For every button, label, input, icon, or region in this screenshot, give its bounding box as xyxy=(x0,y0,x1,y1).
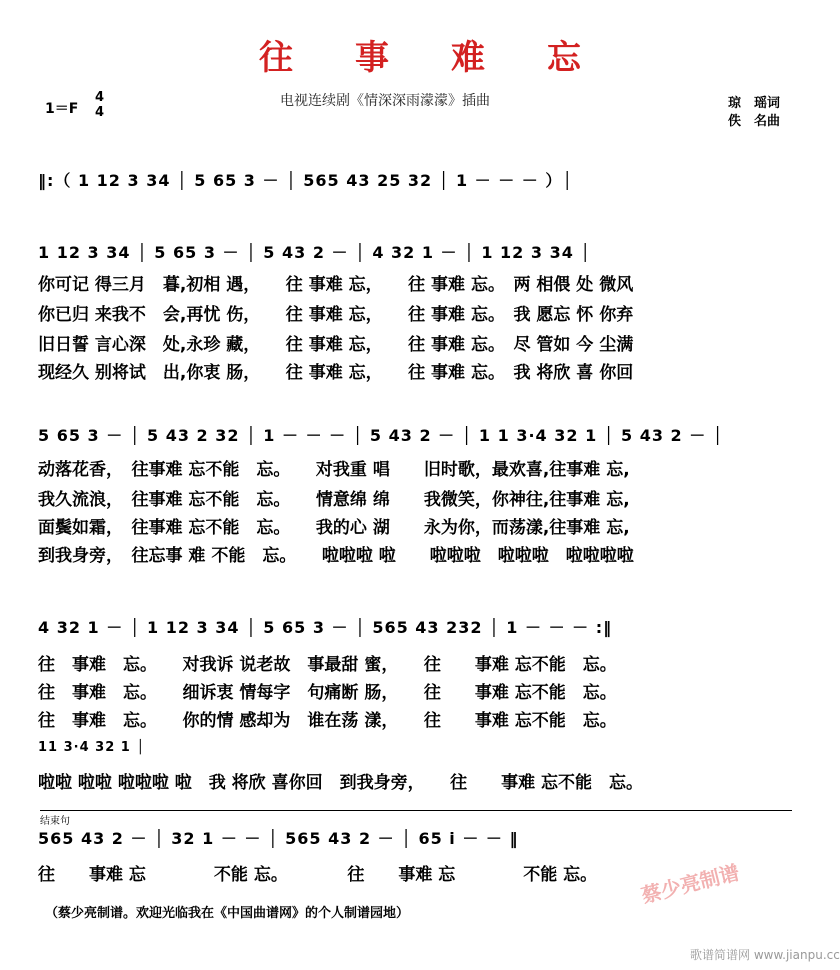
watermark: 蔡少亮制谱 xyxy=(638,860,742,908)
time-sig-bottom: 4 xyxy=(95,105,105,120)
page-title: 往事难忘 xyxy=(259,38,643,78)
line3-lyrics-2: 我久流浪， 往事难 忘不能 忘。 情意绵 绵 我微笑，你神往,往事难 忘, xyxy=(38,490,630,510)
line2-notes: 1 12 3 34 │ 5 65 3 － │ 5 43 2 － │ 4 32 1 － │ 1 12 3 34 │ xyxy=(38,243,592,262)
composer: 佚 名曲 xyxy=(728,114,781,129)
ending-bracket xyxy=(40,810,792,811)
intro-notes: ‖:（ 1 12 3 34 │ 5 65 3 － │ 565 43 25 32 │ 1 － － － ）│ xyxy=(38,171,573,190)
line2-lyrics-4: 现经久 别将试 出,你衷 肠， 往 事难 忘， 往 事难 忘。 我 将欣 喜 你回 xyxy=(38,363,634,383)
lyricist: 琼 瑶词 xyxy=(728,96,781,111)
line2-lyrics-3: 旧日誓 言心深 处,永珍 藏， 往 事难 忘， 往 事难 忘。 尽 管如 今 尘满 xyxy=(38,335,634,355)
line6-notes: 565 43 2 － │ 32 1 － － │ 565 43 2 － │ 65 i － － ‖ xyxy=(38,829,519,848)
subtitle: 电视连续剧《情深深雨濛濛》插曲 xyxy=(280,93,490,109)
line4-lyrics-3: 往 事难 忘。 你的情 感却为 谁在荡 漾， 往 事难 忘不能 忘。 xyxy=(38,711,617,731)
line3-notes: 5 65 3 － │ 5 43 2 32 │ 1 － － － │ 5 43 2 － │ 1 1 3·4 32 1 │ 5 43 2 － │ xyxy=(38,426,724,445)
key-signature: 1＝F xyxy=(45,101,79,117)
line4-notes: 4 32 1 － │ 1 12 3 34 │ 5 65 3 － │ 565 43 232 │ 1 － － － :‖ xyxy=(38,618,613,637)
line3-lyrics-1: 动落花香， 往事难 忘不能 忘。 对我重 唱 旧时歌，最欢喜,往事难 忘, xyxy=(38,460,630,480)
time-sig-top: 4 xyxy=(95,90,105,105)
line5-lyrics: 啦啦 啦啦 啦啦啦 啦 我 将欣 喜你回 到我身旁， 往 事难 忘不能 忘。 xyxy=(38,773,644,793)
line4-lyrics-2: 往 事难 忘。 细诉衷 情每字 句痛断 肠， 往 事难 忘不能 忘。 xyxy=(38,683,617,703)
line5-notes: 11 3·4 32 1 │ xyxy=(38,740,146,755)
line3-lyrics-4: 到我身旁， 往忘事 难 不能 忘。 啦啦啦 啦 啦啦啦 啦啦啦 啦啦啦啦 xyxy=(38,546,634,566)
site-watermark: 歌谱简谱网 www.jianpu.cc xyxy=(690,948,840,962)
line2-lyrics-1: 你可记 得三月 暮,初相 遇， 往 事难 忘， 往 事难 忘。 两 相偎 处 微风 xyxy=(38,275,634,295)
line2-lyrics-2: 你已归 来我不 会,再忧 伤， 往 事难 忘， 往 事难 忘。 我 愿忘 怀 你弃 xyxy=(38,305,634,325)
line6-lyrics: 往 事难 忘 不能 忘。 往 事难 忘 不能 忘。 xyxy=(38,865,598,885)
line3-lyrics-3: 面鬓如霜， 往事难 忘不能 忘。 我的心 湖 永为你，而荡漾,往事难 忘, xyxy=(38,518,630,538)
ending-label: 结束句 xyxy=(40,816,70,827)
line4-lyrics-1: 往 事难 忘。 对我诉 说老故 事最甜 蜜， 往 事难 忘不能 忘。 xyxy=(38,655,617,675)
time-signature xyxy=(95,90,104,120)
footer-note: （蔡少亮制谱。欢迎光临我在《中国曲谱网》的个人制谱园地） xyxy=(45,906,410,921)
